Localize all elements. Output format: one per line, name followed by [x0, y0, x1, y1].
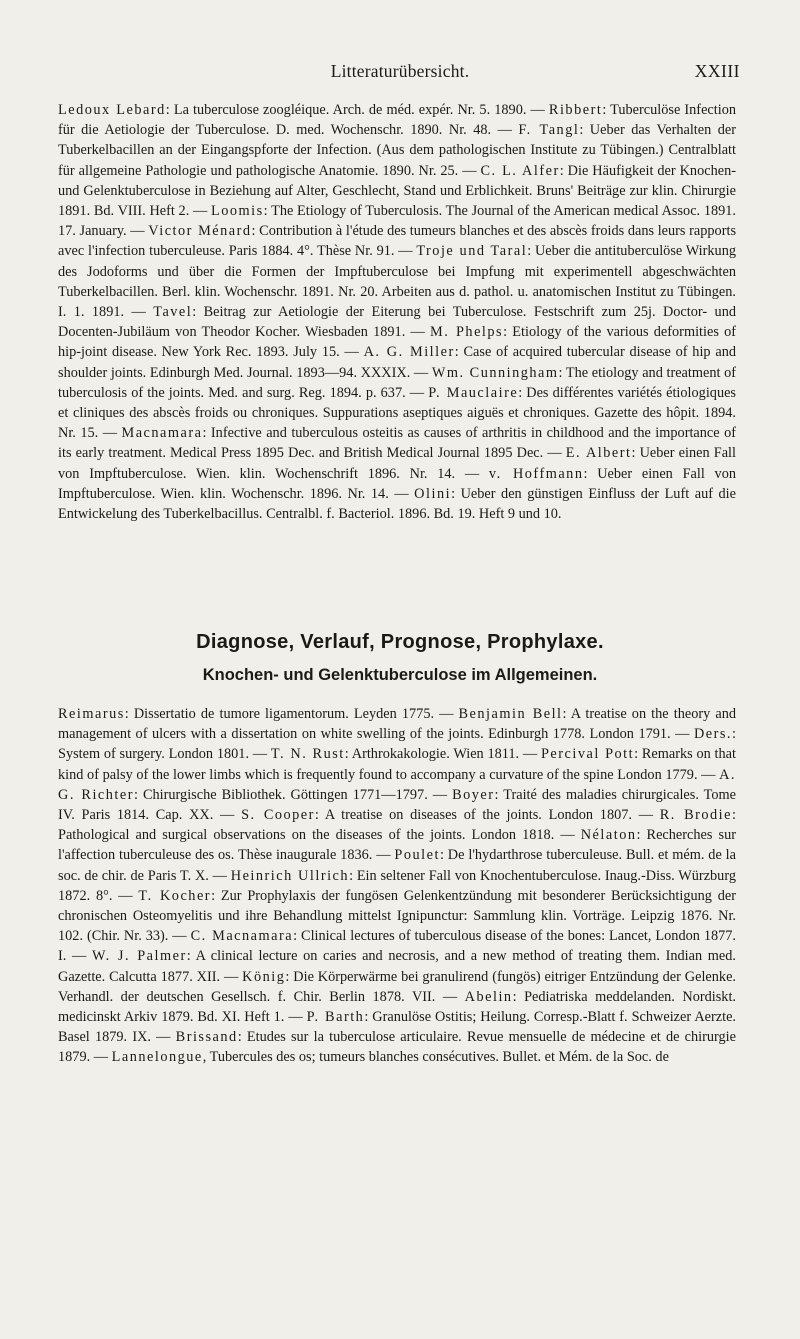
entry-text: : Infective and tuberculous osteitis as causes of arthritis in childhood and the importance of its early treatment. Medical Press 1895 Dec. and British Medical Journal 1895 Dec. —	[58, 425, 736, 462]
entry-author: Wm. Cunningham	[431, 364, 559, 381]
entry-author: C. L. Alfer	[480, 162, 560, 179]
page-number: XXIII	[694, 61, 740, 81]
entry-text: : Contribution à l'étude des tumeurs blanches et des abscès froids dans leurs rapports avec l'infection tuberculeuse. Paris 1884. 4°. Thèse Nr. 91. —	[58, 223, 737, 260]
entry-author: Brissand	[175, 1029, 238, 1046]
entry-author: Lannelongue	[111, 1049, 203, 1066]
entry-text: : Ueber die antituberculöse Wirkung des Jodoforms und über die Formen der Impftuberculose bei Impfung mit experimentell abgeschwächten Tuberkelbacillen. Berl. klin. Wochenschr. 1891. Nr. 20. Arbeiten aus d. pathol. u. anatomischen Institut zu Tübingen. I. 1. 1891. —	[58, 243, 737, 321]
entry-author: T. N. Rust	[270, 746, 345, 763]
entry-author: Nélaton	[580, 827, 637, 844]
entry-text: : La tuberculose zoogléique. Arch. de méd. expér. Nr. 5. 1890. —	[165, 102, 549, 118]
entry-author: Abelin	[464, 988, 513, 1005]
running-head-title: Litteraturübersicht.	[330, 61, 470, 81]
entry-author: P. Barth	[306, 1009, 365, 1026]
entry-author: Ribbert	[548, 102, 603, 118]
entry-text: : Case of acquired tubercular disease of hip and shoulder joints. Edinburgh Med. Journal. 1893—94. XXXIX. —	[58, 344, 736, 381]
entry-author: Benjamin Bell	[458, 706, 563, 722]
entry-author: v. Hoffmann	[488, 465, 584, 482]
entry-text: : Chirurgische Bibliothek. Göttingen 1771—1797. —	[134, 786, 453, 803]
bibliography-entry	[58, 706, 459, 722]
entry-author: P. Mauclaire	[428, 384, 519, 401]
entry-text: : Pathological and surgical observations on the diseases of the joints. London 1818. —	[58, 807, 736, 844]
entry-text: : Ueber einen Fall von Impftuberculose. Wien. klin. Wochenschrift 1896. Nr. 14. —	[58, 445, 736, 482]
entry-author: S. Cooper	[241, 807, 315, 824]
entry-text: : De l'hydarthrose tuberculeuse. Bull. et mém. de la soc. de chir. de Paris T. X. —	[58, 847, 736, 884]
entry-text: : Etudes sur la tuberculose articulaire. Revue mensuelle de médecine et de chirurgie 1879. —	[58, 1029, 736, 1066]
entry-author: Loomis	[210, 203, 264, 220]
entry-text: : Granulöse Ostitis; Heilung. Corresp.-Blatt f. Schweizer Aerzte. Basel 1879. IX. —	[58, 1009, 736, 1046]
entry-text: : System of surgery. London 1801. —	[58, 726, 736, 763]
entry-text: : Zur Prophylaxis der fungösen Gelenkentzündung mit besonderer Berücksichtigung der chronischen Osteomyelitis und ihre Behandlung mittelst Ignipunctur: Sammlung klin. Vorträge. Leipzig 1876. Nr. 102. (Chir. Nr. 33). —	[58, 887, 736, 945]
bibliography-entry	[112, 1049, 669, 1065]
entry-text: : Dissertatio de tumore ligamentorum. Leyden 1775. —	[124, 706, 459, 722]
entry-author: C. Macnamara	[190, 928, 294, 945]
entry-text: : Ueber das Verhalten der Tuberkelbacillen an der Eingangspforte der Infection. (Aus dem pathologischen Institute zu Tübingen.) Centralblatt für allgemeine Pathologie und pathologische Anatomie. 1890. Nr. 25. —	[58, 122, 737, 179]
entry-author: Poulet	[394, 847, 440, 864]
entry-text: : A treatise on the theory and management of ulcers with a dissertation on white swelling of the joints. Edinburgh 1778. London 1791. —	[58, 706, 736, 743]
bibliography-block-etiology	[58, 100, 736, 524]
entry-author: W. J. Palmer	[91, 948, 187, 965]
entry-text: : Etiology of the various deformities of hip-joint disease. New York Rec. 1893. July 15. —	[58, 324, 736, 361]
entry-author: Macnamara	[121, 425, 203, 442]
entry-author: Reimarus	[58, 706, 125, 722]
entry-text: : Ueber den günstigen Einfluss der Luft auf die Entwickelung des Tuberkelbacillus. Centralbl. f. Bacteriol. 1896. Bd. 19. Heft 9 und 10.	[58, 485, 736, 523]
entry-text: : Die Häufigkeit der Knochen- und Gelenktuberculose in Beziehung auf Alter, Geschlecht, Stand und Erblichkeit. Bruns' Beiträge zur klin. Chirurgie 1891. Bd. VIII. Heft 2. —	[58, 162, 736, 220]
entry-author: E. Albert	[565, 445, 632, 462]
entry-text: : The etiology and treatment of tuberculosis of the joints. Med. and surg. Reg. 1894. p. 637. —	[58, 364, 736, 401]
entry-text: : Arthrokakologie. Wien 1811. —	[344, 746, 541, 763]
bibliography-entry	[271, 746, 541, 762]
entry-author: M. Phelps	[429, 324, 504, 341]
entry-author: Olini	[414, 485, 452, 502]
entry-text: : Des différentes variétés étiologiques et cliniques des abscès froids ou chroniques. Suppurations aseptiques aiguës et chroniques. Gazette des hôpit. 1894. Nr. 15. —	[58, 384, 736, 442]
section-heading: Diagnose, Verlauf, Prognose, Prophylaxe.	[196, 631, 604, 653]
entry-author: T. Kocher	[138, 887, 212, 904]
entry-author: Heinrich Ullrich	[230, 867, 350, 884]
entry-author: Victor Ménard	[148, 223, 252, 240]
entry-text: : Traité des maladies chirurgicales. Tome IV. Paris 1814. Cap. XX. —	[58, 786, 737, 824]
entry-author: Tavel	[153, 304, 193, 321]
subsection-heading: Knochen- und Gelenktuberculose im Allgemeinen.	[202, 666, 598, 684]
entry-author: R. Brodie	[659, 807, 732, 824]
bibliography-block-diagnosis	[58, 704, 736, 1068]
entry-author: A. G. Richter	[58, 766, 736, 803]
entry-author: Percival Pott	[540, 746, 635, 763]
entry-author: Troje und Taral	[416, 243, 528, 260]
entry-text: : Tuberculöse Infection für die Aetiologie der Tuberculose. D. med. Wochenschr. 1890. Nr. 48. —	[58, 102, 736, 139]
bibliography-entry	[241, 807, 660, 823]
entry-text: : A treatise on diseases of the joints. London 1807. —	[314, 807, 660, 824]
running-head	[60, 61, 740, 85]
entry-author: F. Tangl	[518, 122, 580, 139]
entry-author: A. G. Miller	[363, 344, 455, 361]
entry-text: : Beitrag zur Aetiologie der Eiterung bei Tuberculose. Festschrift zum 25j. Doctor- und Docenten-Jubiläum von Theodor Kocher. Wiesbaden 1891. —	[58, 304, 736, 341]
entry-text: : A clinical lecture on caries and necrosis, and a new method of treating them. Indian med. Gazette. Calcutta 1877. XII. —	[58, 948, 736, 985]
entry-text: : Remarks on that kind of palsy of the lower limbs which is frequently found to accompany a curvature of the spine London 1779. —	[58, 746, 736, 783]
entry-author: Ders.	[693, 726, 733, 743]
entry-author: König	[242, 968, 286, 985]
entry-text: : Ein seltener Fall von Knochentuberculose. Inaug.-Diss. Würzburg 1872. 8°. —	[58, 867, 736, 904]
entry-text: : Clinical lectures of tuberculous disease of the bones: Lancet, London 1877. I. —	[58, 928, 737, 965]
entry-author: Boyer	[452, 786, 495, 803]
entry-text: : Recherches sur l'affection tuberculeuse des os. Thèse inaugurale 1836. —	[58, 827, 736, 864]
entry-text: : The Etiology of Tuberculosis. The Journal of the American medical Assoc. 1891. 17. January. —	[58, 203, 736, 240]
entry-text: : Ueber einen Fall von Impftuberculose. Wien. klin. Wochenschr. 1896. Nr. 14. —	[58, 465, 737, 502]
entry-text: , Tubercules des os; tumeurs blanches consécutives. Bullet. et Mém. de la Soc. de	[202, 1049, 669, 1066]
entry-text: : Die Körperwärme bei granulirend (fungös) eitriger Entzündung der Gelenke. Verhandl. der deutschen Gesellsch. f. Chir. Berlin 1878. VII. —	[58, 968, 736, 1005]
entry-text: : Pediatriska meddelanden. Nordiskt. medicinskt Arkiv 1879. Bd. XI. Heft 1. —	[58, 988, 736, 1026]
bibliography-entry	[58, 102, 549, 118]
entry-author: Ledoux Lebard	[58, 102, 166, 118]
